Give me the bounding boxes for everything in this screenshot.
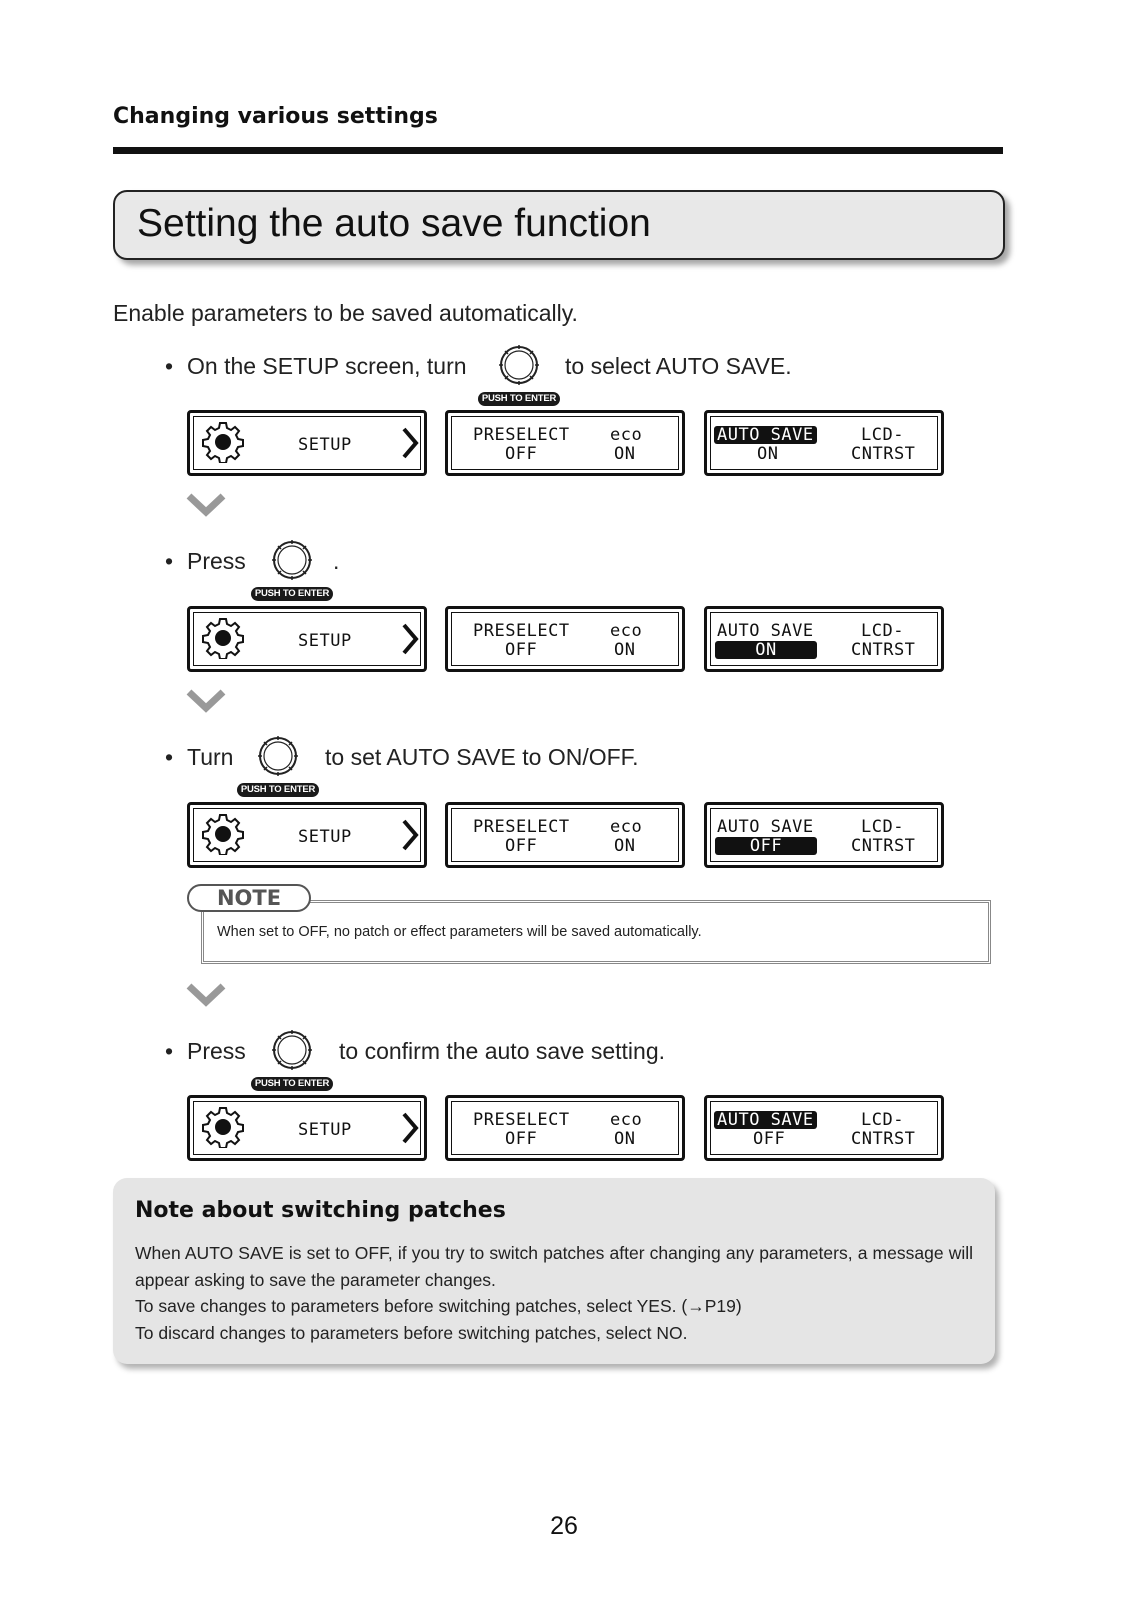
autosave-label: AUTO SAVE (717, 621, 814, 641)
autosave-value: OFF (715, 837, 817, 855)
lcd-preselect (445, 606, 685, 672)
lcd-setup (187, 410, 427, 476)
chevron-right-icon (400, 1112, 420, 1144)
page-number: 26 (550, 1512, 578, 1540)
lcd-preselect (445, 802, 685, 868)
bullet: • (165, 744, 174, 770)
chevron-down-icon (186, 493, 226, 517)
screen-row-4 (187, 1095, 947, 1161)
lcd-contrast-label-2: CNTRST (851, 640, 916, 660)
dial-icon (271, 1029, 313, 1071)
lcd-contrast-label-1: LCD- (861, 817, 904, 837)
side-note-heading: Note about switching patches (135, 1198, 506, 1223)
gear-icon (202, 617, 244, 659)
lcd-contrast-label-1: LCD- (861, 1110, 904, 1130)
setup-label: SETUP (298, 827, 352, 847)
push-to-enter-knob-icon (251, 548, 335, 608)
section-rule (113, 147, 1003, 154)
eco-label: eco (610, 425, 643, 445)
autosave-label: AUTO SAVE (717, 817, 814, 837)
gear-icon (202, 813, 244, 855)
step-text-before: Turn (187, 744, 234, 770)
gear-icon (202, 421, 244, 463)
preselect-value: OFF (505, 640, 538, 660)
step-text-after: to set AUTO SAVE to ON/OFF. (325, 744, 639, 770)
push-to-enter-knob-icon (478, 353, 562, 413)
autosave-label: AUTO SAVE (714, 426, 817, 444)
step-text-after: to confirm the auto save setting. (339, 1038, 666, 1064)
step-text-before: Press (187, 548, 246, 574)
lcd-autosave (704, 606, 944, 672)
bullet: • (165, 353, 174, 379)
screen-row-3 (187, 802, 947, 868)
chevron-right-icon (400, 623, 420, 655)
preselect-value: OFF (505, 444, 538, 464)
eco-value: ON (614, 836, 636, 856)
title-box (113, 190, 1005, 260)
eco-label: eco (610, 1110, 643, 1130)
bullet: • (165, 548, 174, 574)
eco-label: eco (610, 621, 643, 641)
side-note-body (135, 1240, 973, 1346)
preselect-label: PRESELECT (473, 425, 570, 445)
push-to-enter-label: PUSH TO ENTER (251, 1077, 333, 1091)
side-note-line: To save changes to parameters before switching patches, select YES. (→P19) (135, 1296, 742, 1316)
push-to-enter-label: PUSH TO ENTER (478, 392, 560, 406)
push-to-enter-knob-icon (237, 744, 321, 804)
lcd-contrast-label-1: LCD- (861, 621, 904, 641)
screen-row-1 (187, 410, 947, 476)
push-to-enter-label: PUSH TO ENTER (237, 783, 319, 797)
eco-value: ON (614, 640, 636, 660)
dial-icon (257, 735, 299, 777)
lcd-contrast-label-2: CNTRST (851, 1129, 916, 1149)
lcd-autosave (704, 802, 944, 868)
lcd-preselect (445, 410, 685, 476)
step-text-after: to select AUTO SAVE. (565, 353, 792, 379)
chevron-right-icon (400, 819, 420, 851)
side-note-line: To discard changes to parameters before switching patches, select NO. (135, 1322, 688, 1343)
chevron-down-icon (186, 689, 226, 713)
lcd-setup (187, 606, 427, 672)
eco-label: eco (610, 817, 643, 837)
lcd-autosave (704, 1095, 944, 1161)
step-3 (165, 744, 765, 804)
step-2 (165, 548, 665, 608)
intro-text: Enable parameters to be saved automatically. (113, 300, 578, 326)
lcd-contrast-label-2: CNTRST (851, 836, 916, 856)
lcd-setup (187, 1095, 427, 1161)
step-text-after: . (333, 548, 340, 574)
chevron-right-icon (400, 427, 420, 459)
setup-label: SETUP (298, 435, 352, 455)
note-box (187, 884, 993, 968)
side-note-box (113, 1178, 995, 1364)
preselect-label: PRESELECT (473, 621, 570, 641)
note-text: When set to OFF, no patch or effect parameters will be saved automatically. (217, 924, 702, 940)
autosave-value: OFF (753, 1129, 786, 1149)
gear-icon (202, 1106, 244, 1148)
preselect-label: PRESELECT (473, 1110, 570, 1130)
push-to-enter-label: PUSH TO ENTER (251, 587, 333, 601)
note-badge: NOTE (187, 884, 311, 912)
autosave-value: ON (757, 444, 779, 464)
screen-row-2 (187, 606, 947, 672)
setup-label: SETUP (298, 1120, 352, 1140)
step-1 (165, 353, 865, 413)
lcd-autosave (704, 410, 944, 476)
chevron-down-icon (186, 983, 226, 1007)
lcd-setup (187, 802, 427, 868)
autosave-value: ON (715, 641, 817, 659)
dial-icon (498, 344, 540, 386)
step-4 (165, 1038, 765, 1098)
preselect-value: OFF (505, 1129, 538, 1149)
eco-value: ON (614, 444, 636, 464)
lcd-preselect (445, 1095, 685, 1161)
step-text-before: On the SETUP screen, turn (187, 353, 467, 379)
lcd-contrast-label-2: CNTRST (851, 444, 916, 464)
eco-value: ON (614, 1129, 636, 1149)
setup-label: SETUP (298, 631, 352, 651)
bullet: • (165, 1038, 174, 1064)
preselect-value: OFF (505, 836, 538, 856)
side-note-line: When AUTO SAVE is set to OFF, if you try to switch patches after changing any parameters, a message will appear asking to save the parameter changes. (135, 1243, 973, 1290)
dial-icon (271, 539, 313, 581)
push-to-enter-knob-icon (251, 1038, 335, 1098)
lcd-contrast-label-1: LCD- (861, 425, 904, 445)
section-label: Changing various settings (113, 104, 438, 129)
autosave-label: AUTO SAVE (714, 1111, 817, 1129)
page-title: Setting the auto save function (137, 202, 651, 245)
preselect-label: PRESELECT (473, 817, 570, 837)
step-text-before: Press (187, 1038, 246, 1064)
